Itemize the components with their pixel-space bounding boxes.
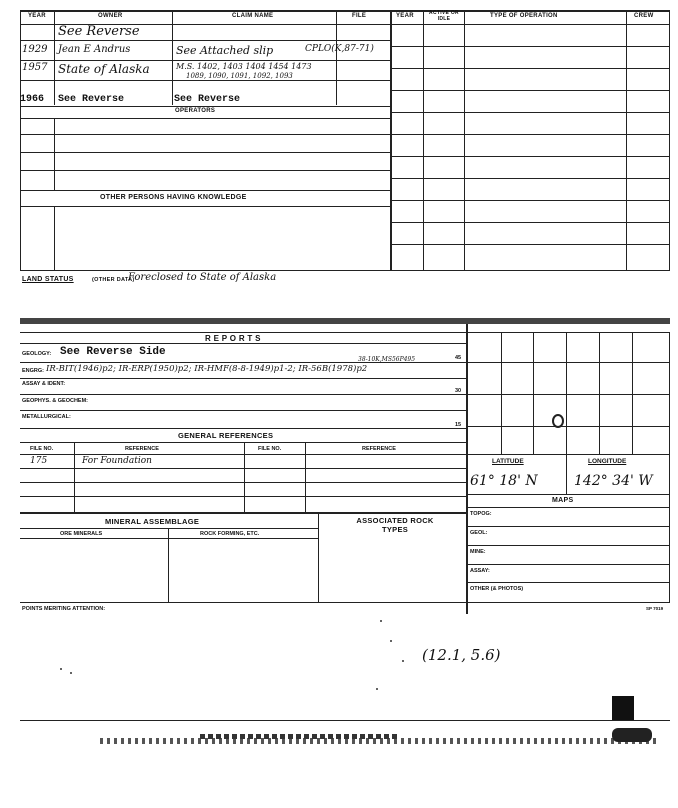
claim-name-cell: See Attached slip [176,44,274,57]
margin-30: 30 [455,388,462,394]
mineral-assemblage-title: MINERAL ASSEMBLAGE [105,517,200,526]
engrg-value: IR-BIT(1946)p2; IR-ERP(1950)p2; IR-HMF(8-8-1949)p1-2; IR-56B(1978)p2 [46,364,368,374]
ops-header-crew: CREW [634,13,654,19]
owner-cell: Jean E Andrus [58,44,131,55]
engrg-label: ENGRG: [22,368,44,374]
reports-title: R E P O R T S [205,334,261,343]
geology-value: See Reverse Side [60,346,166,358]
ref-header-reference: REFERENCE [125,446,159,452]
other-persons-header: OTHER PERSONS HAVING KNOWLEDGE [100,194,247,201]
land-status-value: Foreclosed to State of Alaska [128,272,277,283]
geology-label: GEOLOGY: [22,351,52,357]
points-meriting-attention-label: POINTS MERITING ATTENTION: [22,606,106,612]
col-header-file: FILE [352,13,367,19]
map-row-assay: ASSAY: [470,568,490,574]
owner-cell: State of Alaska [58,62,150,76]
latitude-value: 61° 18' N [470,473,538,489]
land-status-sublabel: (OTHER DATA) [92,277,135,283]
rock-forming-header: ROCK FORMING, ETC. [200,531,260,537]
owner-cell: See Reverse [58,94,125,105]
operators-header: OPERATORS [175,108,216,114]
longitude-label: LONGITUDE [588,458,627,465]
ref-header-file: FILE NO. [30,446,54,452]
geophys-label: GEOPHYS. & GEOCHEM: [22,398,89,404]
map-row-topog: TOPOG: [470,511,492,517]
assoc-rock-types-header: ASSOCIATED ROCK TYPES [356,516,434,534]
map-row-other: OTHER (& PHOTOS) [470,586,524,592]
file-cell: CPLO(K,87-71) [305,44,374,54]
ref-header-file-2: FILE NO. [258,446,282,452]
year-cell: 1966 [20,94,45,105]
longitude-value: 142° 34' W [574,473,653,489]
margin-45: 45 [455,355,462,361]
land-status-label: LAND STATUS [22,276,74,283]
ref-file-cell: 175 [30,456,48,466]
ops-header-type: TYPE OF OPERATION [490,13,558,19]
fold-band [20,318,670,324]
coords-note: (12.1, 5.6) [422,646,501,664]
col-header-year: YEAR [28,13,46,19]
ops-header-year: YEAR [396,13,414,19]
claim-name-cell: See Reverse [174,94,241,105]
ref-reference-cell: For Foundation [82,456,152,466]
metallurgical-label: METALLURGICAL: [22,414,71,420]
ref-header-reference-2: REFERENCE [362,446,396,452]
claim-name-cell: M.S. 1402, 1403 1404 1454 1473 [176,62,312,71]
map-row-geol: GEOL: [470,530,488,536]
assay-label: ASSAY & IDENT: [22,381,66,387]
col-header-claim-name: CLAIM NAME [232,13,274,19]
ore-minerals-header: ORE MINERALS [60,531,103,537]
location-marker-icon [552,414,564,428]
col-header-owner: OWNER [98,13,123,19]
ops-header-active: ACTIVE OR IDLE [429,10,459,22]
claim-name-cell-line2: 1089, 1090, 1091, 1092, 1093 [186,72,293,80]
year-cell: 1957 [22,62,48,73]
general-references-title: GENERAL REFERENCES [178,431,274,440]
margin-15: 15 [455,422,462,428]
map-row-mine: MINE: [470,549,486,555]
owner-cell: See Reverse [58,24,140,39]
engrg-note: 38-10K,MS56P495 [358,356,416,363]
maps-label: MAPS [552,497,574,504]
latitude-label: LATITUDE [492,458,524,465]
year-cell: 1929 [22,44,48,55]
form-number: SP 7019 [646,606,664,611]
